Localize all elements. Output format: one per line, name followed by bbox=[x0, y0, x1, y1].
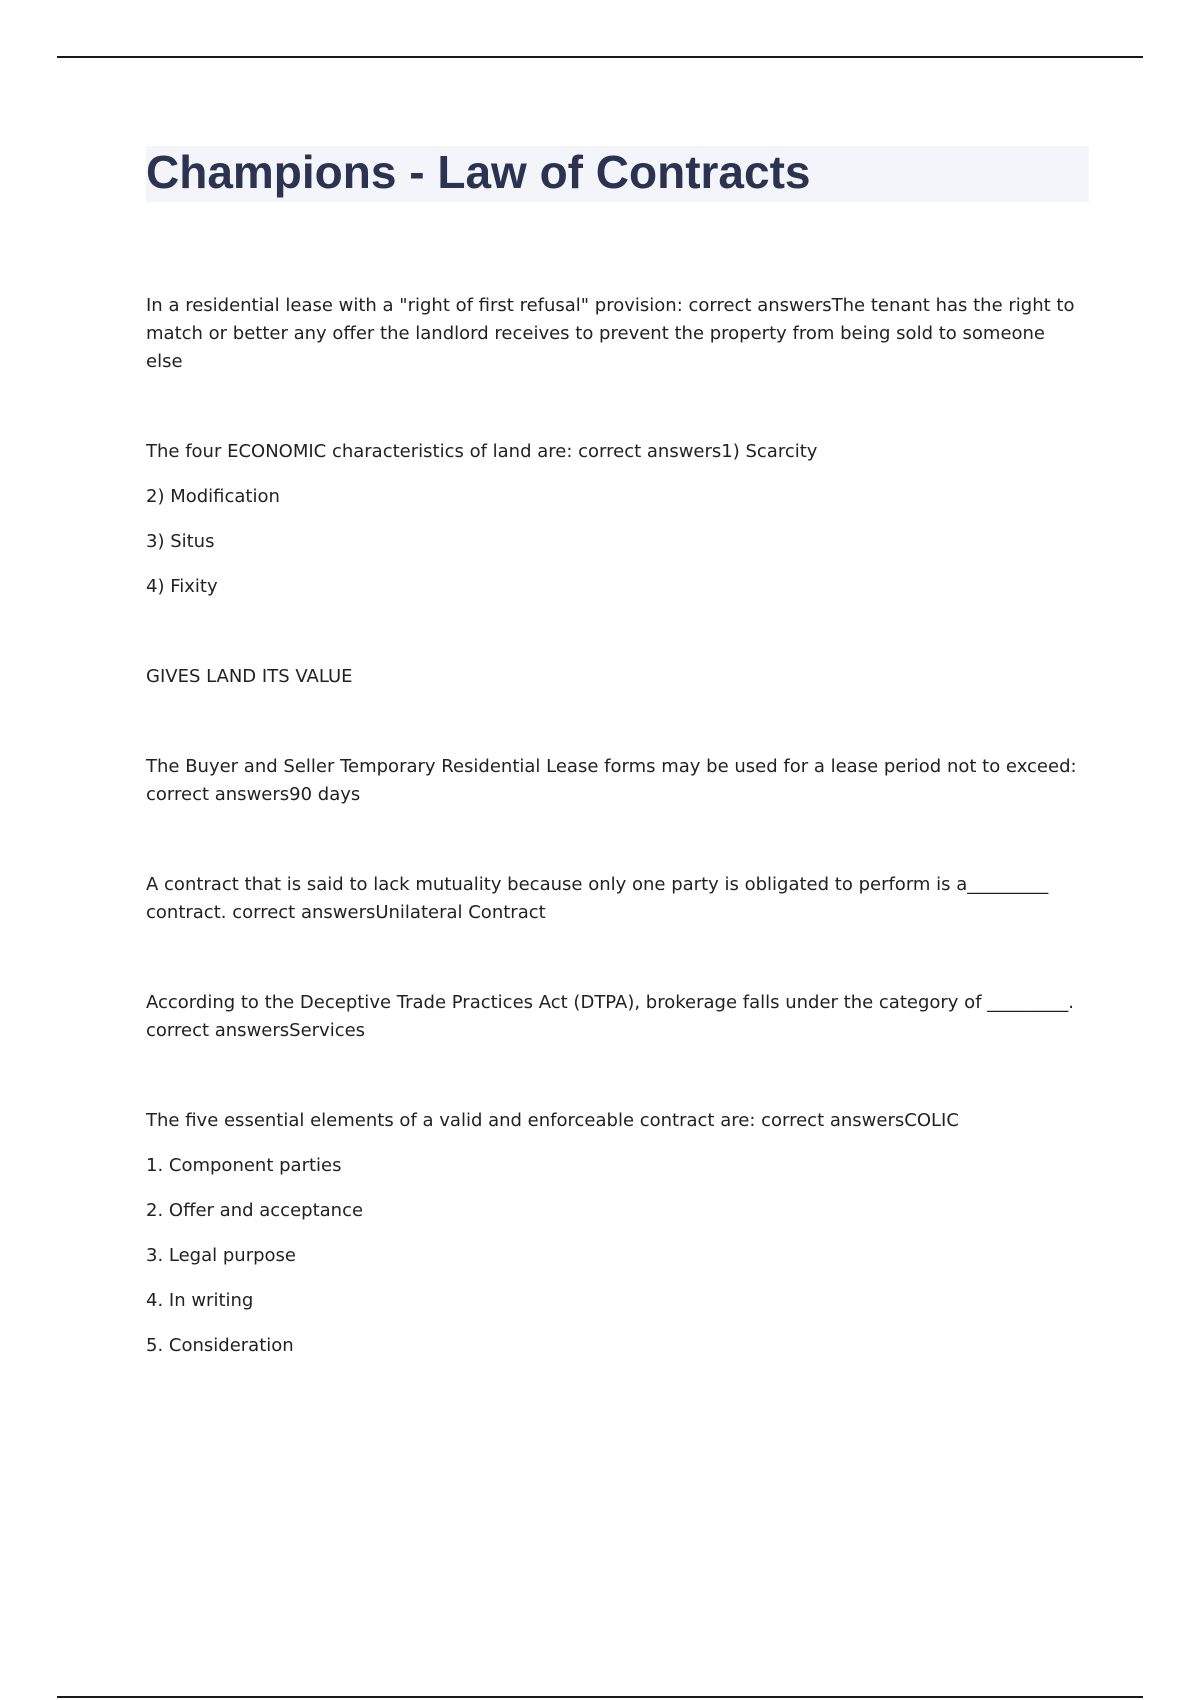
qa-list-item: 5. Consideration bbox=[146, 1335, 294, 1356]
document-title: Champions - Law of Contracts bbox=[146, 146, 811, 198]
qa-entry bbox=[146, 1107, 1086, 1360]
qa-paragraph: The Buyer and Seller Temporary Residential Lease forms may be used for a lease period not to exceed: correct answers90 days bbox=[146, 756, 1077, 805]
qa-entry bbox=[146, 989, 1086, 1045]
qa-entry bbox=[146, 663, 1086, 691]
qa-list-item: 2) Modification bbox=[146, 486, 280, 507]
qa-paragraph: GIVES LAND ITS VALUE bbox=[146, 666, 353, 687]
qa-paragraph: In a residential lease with a "right of first refusal" provision: correct answersThe tenant has the right to match or better any offer the landlord receives to prevent the property from being sold to someone else bbox=[146, 295, 1075, 372]
bottom-rule bbox=[57, 1696, 1143, 1698]
qa-paragraph: According to the Deceptive Trade Practices Act (DTPA), brokerage falls under the category of _________. correct answersServices bbox=[146, 992, 1074, 1041]
document-body bbox=[146, 292, 1086, 1422]
qa-entry bbox=[146, 871, 1086, 927]
qa-entry bbox=[146, 438, 1086, 601]
qa-list-item: 3. Legal purpose bbox=[146, 1245, 296, 1266]
qa-list-item: 4) Fixity bbox=[146, 576, 218, 597]
qa-list-item: 2. Offer and acceptance bbox=[146, 1200, 364, 1221]
qa-paragraph: A contract that is said to lack mutuality because only one party is obligated to perform is a_________ contract. correct answersUnilateral Contract bbox=[146, 874, 1049, 923]
top-rule bbox=[57, 56, 1143, 58]
qa-list-item: 4. In writing bbox=[146, 1290, 254, 1311]
qa-list-item: 3) Situs bbox=[146, 531, 215, 552]
qa-entry bbox=[146, 292, 1086, 376]
qa-list-item: 1. Component parties bbox=[146, 1155, 342, 1176]
qa-paragraph: The five essential elements of a valid and enforceable contract are: correct answersCOLIC bbox=[146, 1110, 959, 1131]
qa-entry bbox=[146, 753, 1086, 809]
qa-paragraph: The four ECONOMIC characteristics of land are: correct answers1) Scarcity bbox=[146, 441, 818, 462]
